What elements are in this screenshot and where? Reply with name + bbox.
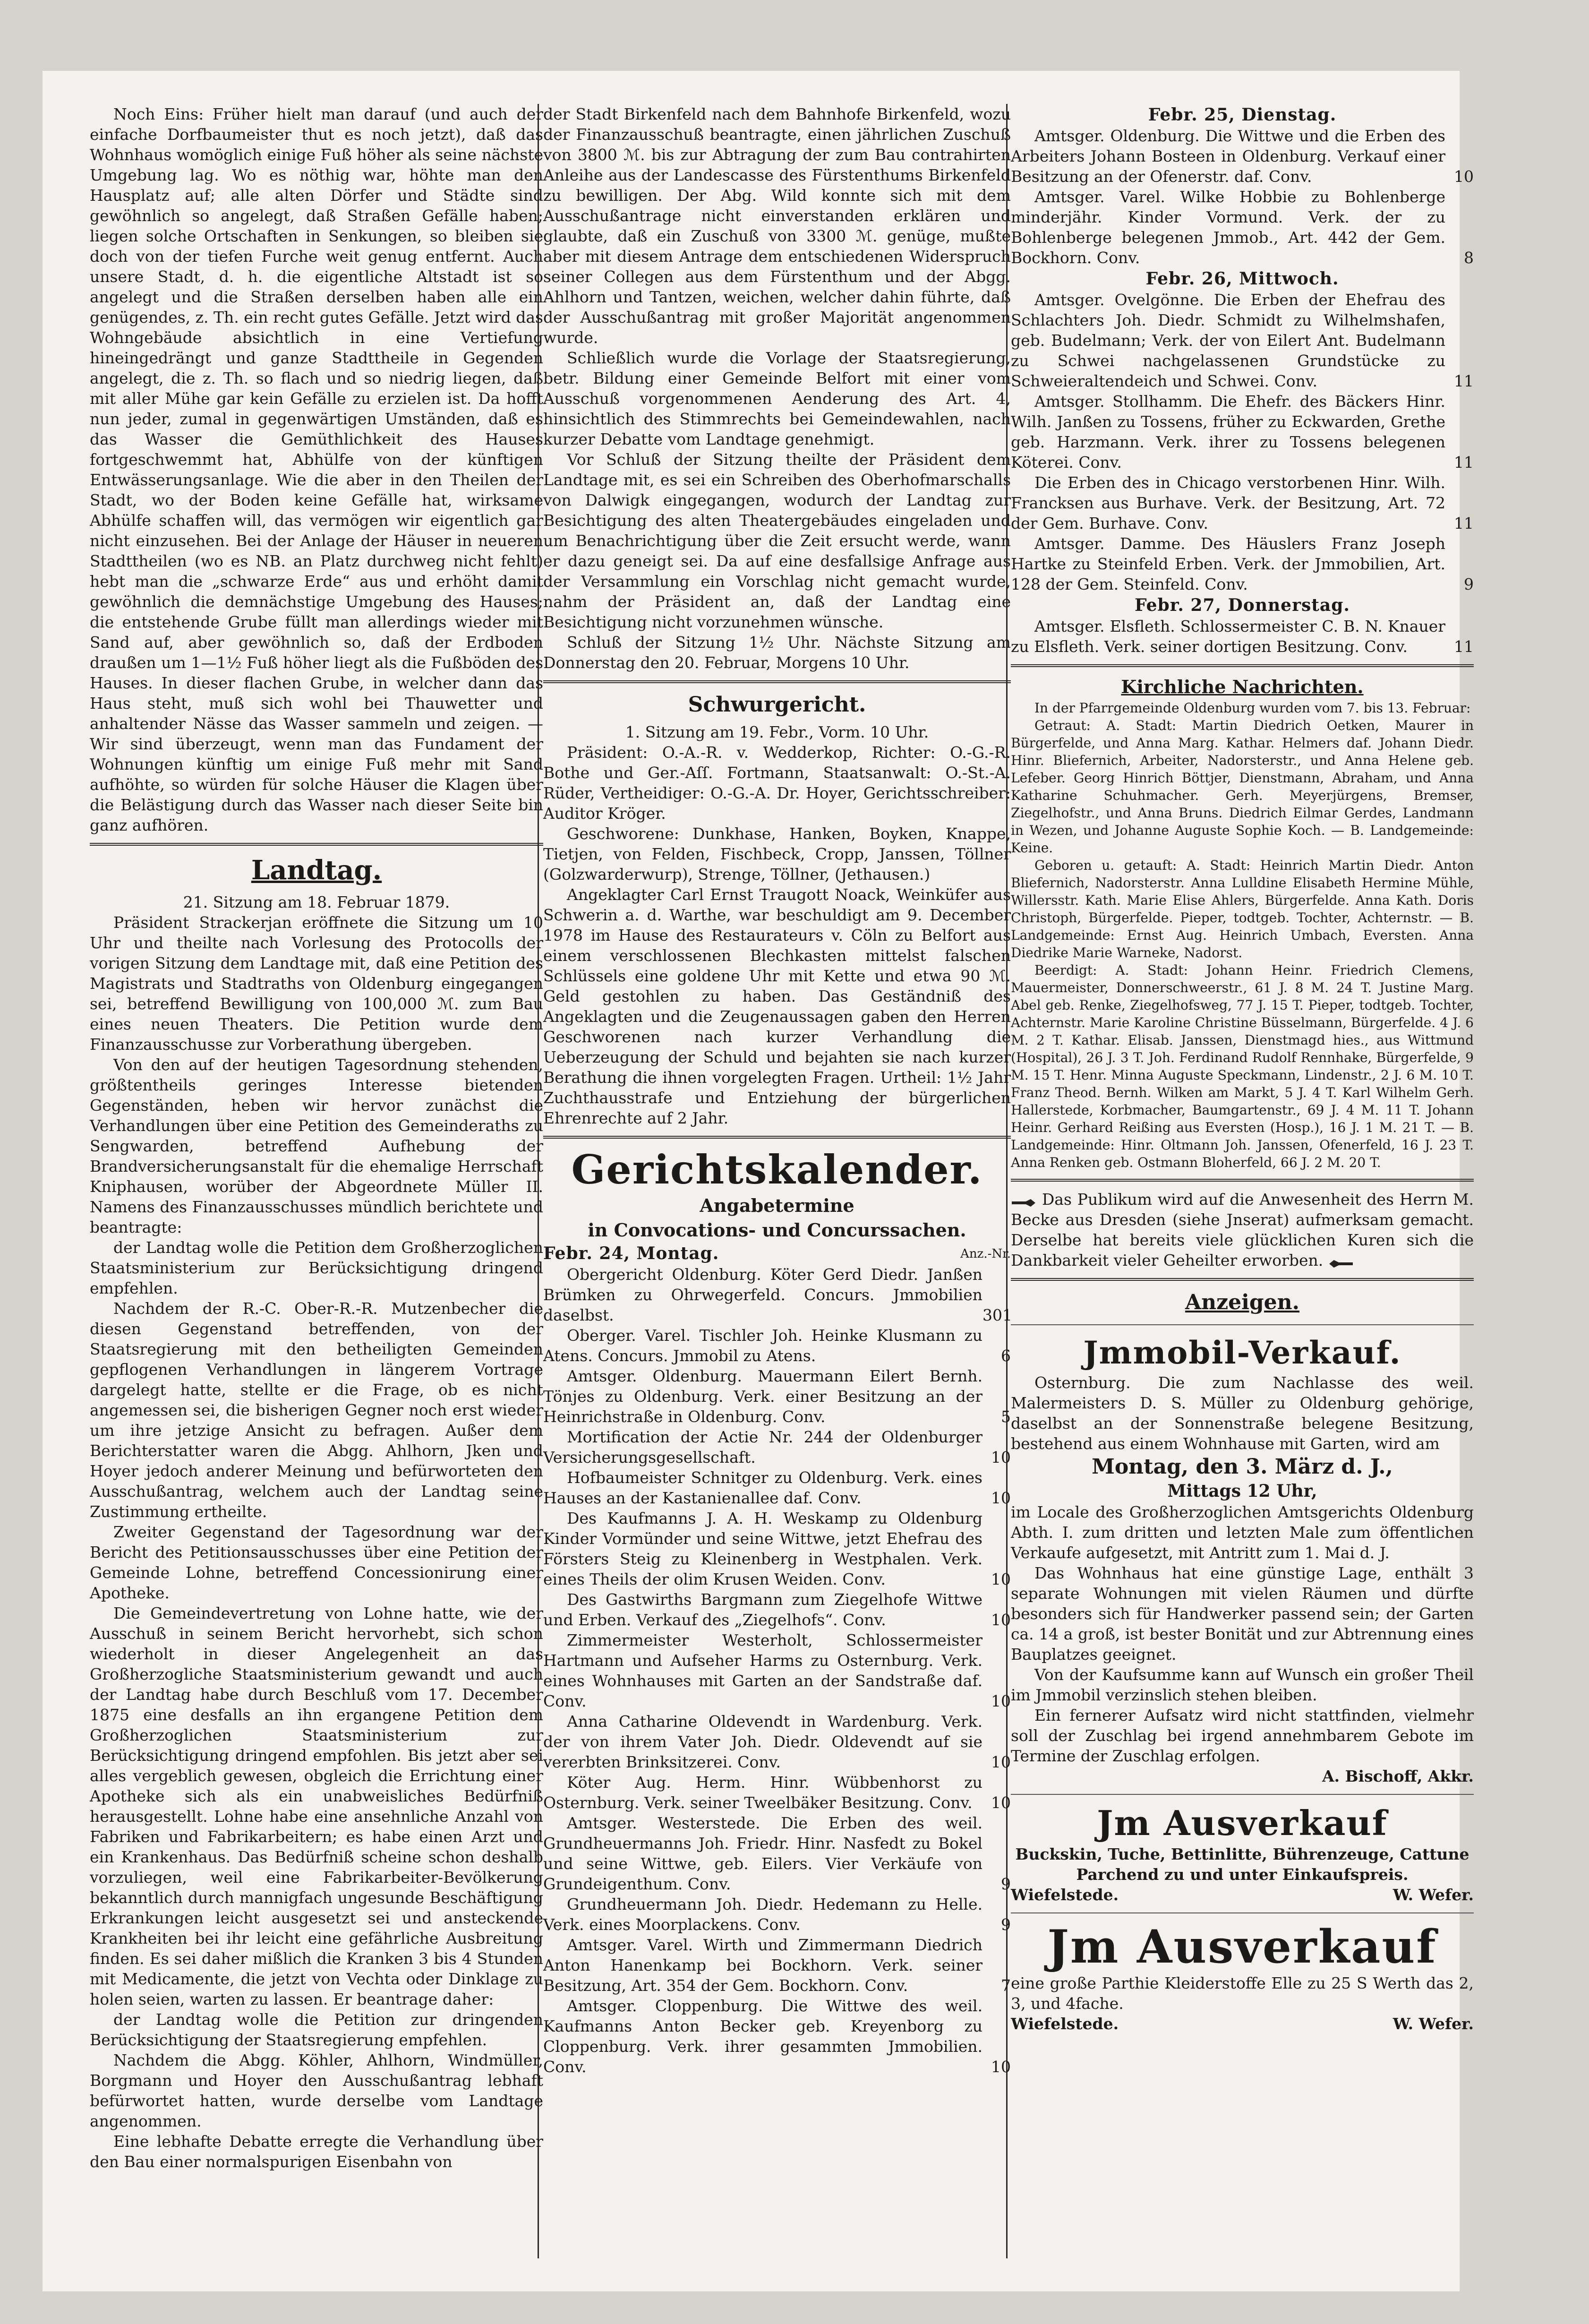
calendar-date: Febr. 27, Donnerstag.	[1135, 595, 1350, 615]
section-divider	[90, 843, 543, 846]
calendar-entry-number: 10	[991, 1570, 1011, 1588]
calendar-entry-number: 9	[1001, 1915, 1011, 1934]
landtag-paragraph: Nachdem der R.-C. Ober-R.-R. Mutzenbecher die diesen Gegenstand betreffenden, von der Staatsregierung mit den betheiligten Gemeinden gepflogenen Verhandlungen in längerem Vortrage dargelegt hatte, stellte er die Frage, ob es nicht angemessen sei, die bisherigen Gegner noch erst wieder um ihre jetzige Ansicht zu befragen. Außer dem Berichterstatter waren die Abgg. Ahlhorn, Jken und Hoyer jedoch anderer Meinung und befürworteten den Ausschußantrag, welchem auch der Landtag seine Zustimmung ertheilte.	[90, 1299, 543, 1521]
gerichtskalender-title: Gerichtskalender.	[571, 1146, 983, 1193]
ausverkauf-title: Jm Ausverkauf	[1097, 1803, 1388, 1843]
intro-article: Noch Eins: Früher hielt man darauf (und auch der einfache Dorfbaumeister thut es noch jetzt), daß das Wohnhaus womöglich einige Fuß höher als seine nächste Umgebung lag. Wo es nöthig war, höhte man den Hausplatz auf; alle alten Dörfer und Städte sind gewöhnlich so angelegt, daß Straßen Gefälle haben; liegen solche Ortschaften in Senkungen, so bleiben sie doch von der tiefen Furche weit genug entfernt. Auch unsere Stadt, d. h. die eigentliche Altstadt ist so angelegt und die Straßen derselben haben alle ein genügendes, z. Th. ein recht gutes Gefälle. Jetzt wird das Wohngebäude absichtlich in eine Vertiefung hineingedrängt und ganze Stadttheile in Gegenden angelegt, die z. Th. so flach und so niedrig liegen, daß mit aller Mühe gar kein Gefälle zu erzielen ist. Da hofft nun jeder, zumal in gegenwärtigen Umständen, daß es das Wasser die Gemüthlichkeit des Hauses fortgeschwemmt hat, Abhülfe von der künftigen Entwässerungsanlage. Wie die aber in den Theilen der Stadt, wo der Boden keine Gefälle hat, wirksame Abhülfe schaffen will, das vermögen wir eigentlich gar nicht einzusehen. Bei der Anlage der Häuser in neueren Stadttheilen (wo es NB. an Platz durchweg nicht fehlt) hebt man die „schwarze Erde“ aus und erhöht damit gewöhnlich die demnächstige Umgebung des Hauses; die entstehende Grube füllt man allerdings wieder mit Sand auf, aber gewöhnlich so, daß der Erdboden draußen um 1—1½ Fuß höher liegt als die Fußböden des Hauses. In dieser flachen Grube, in welcher dann das Haus steht, muß sich wohl bei Thauwetter und anhaltender Nässe das Wasser sammeln und zeigen. — Wir sind überzeugt, wenn man das Fundament der Wohnungen künftig um einige Fuß mehr mit Sand aufhöhte, so würden für solche Häuser die Klagen über die Belästigung durch das Wasser nach dieser Seite bin ganz aufhören.	[90, 105, 543, 834]
calendar-entry-text: Des Gastwirths Bargmann zum Ziegelhofe Wittwe und Erben. Verkauf des „Ziegelhofs“. Conv.	[543, 1590, 982, 1629]
immobil-paragraph: Osternburg. Die zum Nachlasse des weil. Malermeisters D. S. Müller zu Oldenburg gehörige, daselbst an der Sonnenstraße belegene Besitzung, bestehend aus einem Wohnhause mit Garten, wird am	[1011, 1373, 1474, 1453]
calendar-entry-text: Amtsger. Varel. Wirth und Zimmermann Diedrich Anton Hanenkamp bei Bockhorn. Verk. seiner Besitzung, Art. 354 der Gem. Bockhorn. Conv.	[543, 1936, 982, 1995]
immobil-signature	[1011, 1766, 1474, 1786]
anzeigen-heading: Anzeigen.	[1185, 1290, 1299, 1314]
immobil-paragraph: Ein fernerer Aufsatz wird nicht stattfinden, vielmehr soll der Zuschlag bei irgend annehmbarem Gebote im Termine der Zuschlag erfolgen.	[1011, 1706, 1474, 1765]
section-divider	[1011, 1179, 1474, 1182]
landtag-closing: Schluß der Sitzung 1½ Uhr. Nächste Sitzung am Donnerstag den 20. Februar, Morgens 10 Uhr.	[543, 633, 1011, 672]
calendar-entry-text: Mortification der Actie Nr. 244 der Oldenburger Versicherungsgesellschaft.	[543, 1428, 982, 1466]
landtag-paragraph: Zweiter Gegenstand der Tagesordnung war der Bericht des Petitionsausschusses über eine Petition der Gemeinde Lohne, betreffend Concessionirung einer Apotheke.	[90, 1523, 543, 1602]
immobil-time: Mittags 12 Uhr,	[1167, 1481, 1317, 1501]
landtag-paragraph: Präsident Strackerjan eröffnete die Sitzung um 10 Uhr und theilte nach Vorlesung des Protocolls der vorigen Sitzung dem Landtage mit, daß eine Petition des Magistrats und Stadtraths von Oldenburg eingegangen sei, betreffend Bewilligung von 100,000 ℳ. zum Bau eines neuen Theaters. Die Petition wurde dem Finanzausschusse zur Vorberathung übergeben.	[90, 913, 543, 1054]
immobil-paragraph: im Locale des Großherzoglichen Amtsgerichts Oldenburg Abth. I. zum dritten und letzten Male zum öffentlichen Verkaufe aufgesetzt, mit Antritt zum 1. Mai d. J.	[1011, 1503, 1474, 1562]
section-divider	[543, 680, 1011, 683]
calendar-entry	[543, 1935, 1011, 1996]
calendar-entry	[543, 1630, 1011, 1711]
kirchliche-geboren: Geboren u. getauft: A. Stadt: Heinrich Martin Diedr. Anton Bliefernich, Nadorsterstr. Anna Lulldine Elisabeth Hermine Mühle, Willersstr. Kath. Marie Elise Ahlers, Bürgerfelde. Anna Kath. Doris Christoph, Bürgerfelde. Pieper, todtgeb. Tochter, Achternstr. — B. Landgemeinde: Ernst Aug. Heinrich Umbach, Eversten. Anna Diedrike Marie Warneke, Nadorst.	[1011, 858, 1474, 960]
calendar-entry-number: 6	[1001, 1346, 1011, 1365]
calendar-entry-number: 8	[1464, 249, 1474, 267]
calendar-entry	[543, 1366, 1011, 1427]
calendar-entry-text: Hofbaumeister Schnitger zu Oldenburg. Verk. eines Hauses an der Kastanienallee daf. Conv.	[543, 1468, 982, 1507]
section-divider	[1011, 1794, 1474, 1795]
calendar-entry	[1011, 187, 1474, 268]
ausverkauf-signature: W. Wefer.	[1393, 2015, 1474, 2033]
calendar-entry-text: Obergericht Oldenburg. Köter Gerd Diedr. Janßen Brümken zu Ohrwegerfeld. Concurs. Jmmobilien daselbst.	[543, 1265, 982, 1324]
calendar-entry-number: 9	[1464, 575, 1474, 593]
calendar-entry	[1011, 533, 1474, 594]
calendar-entry	[1011, 616, 1474, 657]
calendar-date: Febr. 26, Mittwoch.	[1145, 269, 1339, 289]
calendar-entry	[543, 1325, 1011, 1366]
calendar-entry-number: 7	[1001, 1976, 1011, 1995]
column-2	[543, 104, 1011, 2077]
calendar-entry	[1011, 290, 1474, 391]
public-notice	[1011, 1189, 1474, 1270]
calendar-entry-text: Köter Aug. Herm. Hinr. Wübbenhorst zu Osternburg. Verk. seiner Tweelbäker Besitzung. Conv.	[543, 1773, 982, 1812]
calendar-entry	[543, 1813, 1011, 1894]
landtag-paragraph: Eine lebhafte Debatte erregte die Verhandlung über den Bau einer normalspurigen Eisenbahn von	[90, 2132, 543, 2171]
calendar-entry-text: Amtsger. Stollhamm. Die Ehefr. des Bäckers Hinr. Wilh. Janßen zu Tossens, früher zu Eckwarden, Grethe geb. Harzmann. Verk. ihrer zu Tossens belegenen Köterei. Conv.	[1011, 392, 1445, 472]
landtag-sitting: 21. Sitzung am 18. Februar 1879.	[183, 893, 450, 911]
calendar-entry-number: 11	[1454, 372, 1474, 390]
kirchliche-getraut: Getraut: A. Stadt: Martin Diedrich Oetken, Maurer in Bürgerfelde, und Anna Marg. Kathar. Helmers daf. Johann Diedr. Hinr. Bliefernich, Arbeiter, Nadorsterstr., und Anna Helene geb. Lefeber. Georg Hinrich Böttjer, Dienstmann, Abraham, und Anna Katharine Schuhmacher. Gerh. Meyerjürgens, Bremser, Ziegelhofstr., und Anna Bruns. Diedrich Eilmar Gerdes, Landmann in Wezen, und Johanne Auguste Sophie Koch. — B. Landgemeinde: Keine.	[1011, 718, 1474, 856]
calendar-entry-text: Anna Catharine Oldevendt in Wardenburg. Verk. der von ihrem Vater Joh. Diedr. Oldevendt auf sie vererbten Brinksitzerei. Conv.	[543, 1712, 982, 1771]
column-3	[1011, 104, 1474, 2034]
calendar-entry-number: 10	[991, 2058, 1011, 2076]
schwurgericht-paragraph: Angeklagter Carl Ernst Traugott Noack, Weinküfer aus Schwerin a. d. Warthe, war beschuldigt am 9. December 1978 im Hause des Restaurateurs v. Cöln zu Belfort aus einem verschlossenen Blechkasten mittelst falschen Schlüssels eine goldene Uhr mit Kette und etwa 90 ℳ. Geld gestohlen zu haben. Das Geständniß des Angeklagten und die Zeugenaussagen gaben den Herren Geschworenen nach kurzer Verhandlung die Ueberzeugung der Schuld und bejahten sie nach kurzer Berathung die ihnen vorgelegten Fragen. Urtheil: 1½ Jahr Zuchthausstrafe und Entziehung der bürgerlichen Ehrenrechte auf 2 Jahr.	[543, 885, 1011, 1127]
gerichtskalender-list	[543, 1264, 1011, 2077]
calendar-entry	[543, 1894, 1011, 1935]
landtag-paragraph: Von den auf der heutigen Tagesordnung stehenden, größtentheils geringes Interesse bietenden Gegenständen, heben wir hervor zunächst die Verhandlungen über eine Petition des Gemeinderaths zu Sengwarden, betreffend Aufhebung der Brandversicherungsanstalt für die ehemalige Herrschaft Kniphausen, worüber der Abgeordnete Müller II. Namens des Finanzausschusses mündlich berichtete und beantragte:	[90, 1055, 543, 1236]
calendar-entry	[1011, 126, 1474, 187]
calendar-entry-text: Amtsger. Oldenburg. Die Wittwe und die Erben des Arbeiters Johann Bosteen in Oldenburg. Verkauf einer Besitzung an der Ofenerstr. daf. Conv.	[1011, 127, 1445, 186]
calendar-entry-text: Oberger. Varel. Tischler Joh. Heinke Klusmann zu Atens. Concurs. Jmmobil zu Atens.	[543, 1326, 982, 1365]
section-divider	[1011, 1324, 1474, 1325]
calendar-entry	[543, 1427, 1011, 1467]
calendar-entry-text: Amtsger. Westerstede. Die Erben des weil. Grundheuermanns Joh. Friedr. Hinr. Nasfedt zu Bokel und seine Wittwe, geb. Eilers. Vier Verkäufe von Grundeigenthum. Conv.	[543, 1814, 982, 1893]
calendar-entry-number: 301	[982, 1306, 1012, 1324]
calendar-list	[1011, 616, 1474, 657]
calendar-entry-text: Zimmermeister Westerholt, Schlossermeister Hartmann und Aufseher Harms zu Osternburg. Verk. eines Wohnhauses mit Garten an der Sandstraße daf. Conv.	[543, 1631, 982, 1710]
calendar-entry-number: 10	[991, 1753, 1011, 1771]
calendar-entry-number: 10	[991, 1611, 1011, 1629]
schwurgericht-paragraph: Geschworene: Dunkhase, Hanken, Boyken, Knappe, Tietjen, von Felden, Fischbeck, Cropp, Janssen, Töllner (Golzwarderwurp), Strenge, Töllner, (Jethausen.)	[543, 824, 1011, 883]
kirchliche-beerdigt: Beerdigt: A. Stadt: Johann Heinr. Friedrich Clemens, Mauermeister, Donnerschweerstr., 61 J. 8 M. 24 T. Justine Marg. Abel geb. Renke, Ziegelhofsweg, 77 J. 15 T. Pieper, todtgeb. Tochter, Achternstr. Marie Karoline Christine Büsselmann, Bürgerfelde. 4 J. 6 M. 2 T. Kathar. Elisab. Janssen, Dienstmagd hies., aus Wittmund (Hospital), 26 J. 3 T. Joh. Ferdinand Rudolf Rennhake, Bürgerfelde, 9 M. 15 T. Henr. Minna Auguste Speckmann, Lindenstr., 2 J. 6 M. 10 T. Franz Theod. Bernh. Wilken am Markt, 5 J. 4 T. Karl Wilhelm Gerh. Hallerstede, Korbmacher, Baumgartenstr., 69 J. 4 M. 11 T. Johann Heinr. Gerhard Reißing aus Eversten (Hosp.), 16 J. 1 M. 21 T. — B. Landgemeinde: Hinr. Oltmann Joh. Janssen, Ofenerfeld, 16 J. 23 T. Anna Renken geb. Ostmann Bloherfeld, 66 J. 2 M. 20 T.	[1011, 962, 1474, 1170]
calendar-entry	[543, 1264, 1011, 1325]
calendar-entry-number: 9	[1001, 1875, 1011, 1893]
calendar-entry-text: Amtsger. Varel. Wilke Hobbie zu Bohlenberge minderjähr. Kinder Vormund. Verk. der zu Bohlenberge belegenen Jmmob., Art. 442 der Gem. Bockhorn. Conv.	[1011, 188, 1445, 267]
calendar-entry	[543, 1711, 1011, 1772]
calendar-entry-number: 10	[991, 1448, 1011, 1466]
schwurgericht-heading: Schwurgericht.	[688, 693, 866, 717]
calendar-entry	[1011, 472, 1474, 533]
section-divider	[543, 1136, 1011, 1139]
schwurgericht-date: 1. Sitzung am 19. Febr., Vorm. 10 Uhr.	[625, 723, 929, 741]
calendar-entry-text: Amtsger. Cloppenburg. Die Wittwe des weil. Kaufmanns Anton Becker geb. Kreyenborg zu Cloppenburg. Verk. ihrer gesammten Jmmobilien. Conv.	[543, 1997, 982, 2076]
landtag-motion: der Landtag wolle die Petition zur dringenden Berücksichtigung der Staatsregierung empfehlen.	[90, 2010, 543, 2049]
landtag-paragraph: Schließlich wurde die Vorlage der Staatsregierung, betr. Bildung einer Gemeinde Belfort mit einer vom Ausschuß vorgenommenen Aenderung des Art. 4, hinsichtlich des Stimmrechts bei Gemeindewahlen, nach kurzer Debatte vom Landtage genehmigt.	[543, 349, 1011, 448]
signature-text: A. Bischoff, Akkr.	[1322, 1767, 1474, 1785]
calendar-entry-number: 10	[991, 1692, 1011, 1710]
kirchliche-intro: In der Pfarrgemeinde Oldenburg wurden vom 7. bis 13. Februar:	[1034, 700, 1471, 716]
section-divider	[1011, 1912, 1474, 1913]
column-1	[90, 104, 543, 2172]
ausverkauf-title: Jm Ausverkauf	[1047, 1920, 1437, 1973]
ausverkauf-footer	[1011, 2014, 1474, 2034]
pointing-hand-icon	[1328, 1255, 1354, 1268]
immobil-date: Montag, den 3. März d. J.,	[1092, 1455, 1393, 1479]
calendar-entry-text: Die Erben des in Chicago verstorbenen Hinr. Wilh. Francksen aus Burhave. Verk. der Besitzung, Art. 72 der Gem. Burhave. Conv.	[1011, 473, 1445, 532]
pointing-hand-icon	[1011, 1194, 1036, 1207]
gerichtskalender-subtitle: Angabetermine	[700, 1195, 854, 1216]
calendar-entry-text: Grundheuermann Joh. Diedr. Hedemann zu Helle. Verk. eines Moorplackens. Conv.	[543, 1895, 982, 1934]
gerichtskalender-date: Febr. 24, Montag.	[543, 1243, 719, 1263]
calendar-entry-number: 11	[1454, 514, 1474, 532]
immobil-title: Jmmobil-Verkauf.	[1083, 1334, 1401, 1371]
ausverkauf-place: Wiefelstede.	[1011, 1886, 1119, 1904]
newspaper-page	[43, 71, 1474, 2291]
ausverkauf-signature: W. Wefer.	[1393, 1886, 1474, 1904]
immobil-paragraph: Von der Kaufsumme kann auf Wunsch ein großer Theil im Jmmobil verzinslich stehen bleiben.	[1011, 1665, 1474, 1704]
landtag-paragraph: Die Gemeindevertretung von Lohne hatte, wie der Ausschuß in seinem Bericht hervorhebt, sich schon wiederholt in dieser Angelegenheit an das Großherzogliche Staatsministerium gewandt und auch der Landtag habe durch Beschluß vom 17. December 1875 eine desfalls an ihn ergangene Petition dem Großherzoglichen Staatsministerium zur Berücksichtigung dringend empfohlen. Bis jetzt aber sei alles vergeblich gewesen, obgleich die Errichtung einer Apotheke sich als ein unabweisliches Bedürfniß herausgestellt. Lohne habe eine ansehnliche Anzahl von Fabriken und Fabrikarbeitern; es habe einen Arzt und ein Krankenhaus. Das Bedürfniß scheine schon deshalb vorzuliegen, weil eine Fabrikarbeiter-Bevölkerung bekanntlich durch mannigfach ungesunde Beschäftigung Erkrankungen leicht ausgesetzt sei und ansteckende Krankheiten bei ihr leicht eine gefährliche Ausbreitung finden. Es sei daher mißlich die Kranken 3 bis 4 Stunden mit Medicamente, die jetzt von Vechta oder Dinklage zu holen seien, warten zu lassen. Er beantrage daher:	[90, 1604, 543, 2008]
gerichtskalender-date-row	[543, 1243, 1011, 1264]
calendar-entry	[543, 1772, 1011, 1813]
section-divider	[1011, 1278, 1474, 1281]
landtag-continuation: der Stadt Birkenfeld nach dem Bahnhofe Birkenfeld, wozu der Finanzausschuß beantragte, einen jährlichen Zuschuß von 3800 ℳ. bis zur Abtragung der zum Bau contrahirten Anleihe aus der Landescasse des Fürstenthums Birkenfeld zu bewilligen. Der Abg. Wild konnte sich mit dem Ausschußantrage nicht einverstanden erklären und glaubte, daß ein Zuschuß von 3300 ℳ. genüge, mußte aber mit diesem Antrage dem entschiedenen Widerspruch seiner Collegen aus dem Fürstenthum und der Abgg. Ahlhorn und Tantzen, weichen, welcher dahin führte, daß der Ausschußantrag mit großer Majorität angenommen wurde.	[543, 105, 1011, 347]
ausverkauf-text: Buckskin, Tuche, Bettinlitte, Bührenzeuge, Cattune Parchend zu und unter Einkaufspreis.	[1015, 1845, 1469, 1884]
calendar-entry	[543, 1589, 1011, 1630]
column-header: Anz.-Nr.	[960, 1247, 1011, 1261]
calendar-entry	[543, 1467, 1011, 1508]
schwurgericht-paragraph: Präsident: O.-A.-R. v. Wedderkop, Richter: O.-G.-R. Bothe und Ger.-Aſſ. Fortmann, Staatsanwalt: O.-St.-A. Rüder, Vertheidiger: O.-G.-A. Dr. Hoyer, Gerichtsschreiber: Auditor Kröger.	[543, 743, 1011, 823]
calendar-entry-number: 5	[1001, 1407, 1011, 1426]
landtag-heading: Landtag.	[251, 855, 382, 886]
calendar-entry-text: Des Kaufmanns J. A. H. Weskamp zu Oldenburg Kinder Vormünder und seine Wittwe, jetzt Ehefrau des Försters Steig zu Kleinenberg in Westphalen. Verk. eines Theils der olim Krusen Weiden. Conv.	[543, 1509, 982, 1588]
calendar-entry-text: Amtsger. Elsfleth. Schlossermeister C. B. N. Knauer zu Elsfleth. Verk. seiner dortigen Besitzung. Conv.	[1011, 617, 1445, 656]
calendar-date: Febr. 25, Dienstag.	[1148, 105, 1337, 125]
landtag-paragraph: Nachdem die Abgg. Köhler, Ahlhorn, Windmüller, Borgmann und Hoyer den Ausschußantrag lebhaft befürwortet hatten, wurde derselbe vom Landtage angenommen.	[90, 2051, 543, 2130]
calendar-entry-text: Amtsger. Ovelgönne. Die Erben der Ehefrau des Schlachters Joh. Diedr. Schmidt zu Wilhelmshafen, geb. Budelmann; Verk. der von Eilert Ant. Budelmann zu Schwei nachgelassenen Grundstücke zu Schweieraltendeich und Schwei. Conv.	[1011, 291, 1445, 390]
public-notice-text: Das Publikum wird auf die Anwesenheit des Herrn M. Becke aus Dresden (siehe Jnserat) aufmerksam gemacht. Derselbe hat bereits viele glücklichen Kuren sich die Dankbarkeit vieler Geheilter erworben.	[1011, 1190, 1474, 1269]
calendar-list	[1011, 126, 1474, 268]
calendar-entry-number: 10	[991, 1489, 1011, 1507]
ausverkauf-place: Wiefelstede.	[1011, 2015, 1119, 2033]
calendar-entry-text: Amtsger. Damme. Des Häuslers Franz Joseph Hartke zu Steinfeld Erben. Verk. der Jmmobilien, Art. 128 der Gem. Steinfeld. Conv.	[1011, 534, 1445, 593]
calendar-list	[1011, 290, 1474, 594]
calendar-entry-number: 10	[1454, 167, 1474, 186]
calendar-entry	[543, 1996, 1011, 2077]
calendar-entry-text: Amtsger. Oldenburg. Mauermann Eilert Bernh. Tönjes zu Oldenburg. Verk. einer Besitzung an der Heinrichstraße in Oldenburg. Conv.	[543, 1367, 982, 1426]
calendar-entry	[1011, 391, 1474, 472]
landtag-motion: der Landtag wolle die Petition dem Großherzoglichen Staatsministerium zur Berücksichtigung dringend empfehlen.	[90, 1238, 543, 1297]
kirchliche-heading: Kirchliche Nachrichten.	[1121, 676, 1364, 697]
immobil-paragraph: Das Wohnhaus hat eine günstige Lage, enthält 3 separate Wohnungen mit vielen Räumen und dürfte besonders sich für Handwerker passend sein; der Garten ca. 14 a groß, ist bester Bonität und zur Abtrennung eines Bauplatzes geeignet.	[1011, 1564, 1474, 1664]
ausverkauf-text: eine große Parthie Kleiderstoffe Elle zu 25 S Werth das 2, 3, und 4fache.	[1011, 1974, 1474, 2013]
calendar-entry-number: 11	[1454, 637, 1474, 656]
section-divider	[1011, 664, 1474, 667]
calendar-entry-number: 11	[1454, 453, 1474, 472]
landtag-paragraph: Vor Schluß der Sitzung theilte der Präsident dem Landtage mit, es sei ein Schreiben des Oberhofmarschalls von Dalwigk eingegangen, wodurch der Landtag zur Besichtigung des alten Theatergebäudes eingeladen und um Benachrichtigung über die Zeit ersucht werde, wann er dazu geneigt sei. Da auf eine desfallsige Anfrage aus der Versammlung ein Vorschlag nicht gemacht wurde, nahm der Präsident an, daß der Landtag eine Besichtigung nicht vorzunehmen wünsche.	[543, 450, 1011, 631]
ausverkauf-footer	[1011, 1885, 1474, 1905]
calendar-entry	[543, 1508, 1011, 1589]
gerichtskalender-subtitle: in Convocations- und Concurssachen.	[588, 1219, 966, 1241]
calendar-entry-number: 10	[991, 1793, 1011, 1812]
